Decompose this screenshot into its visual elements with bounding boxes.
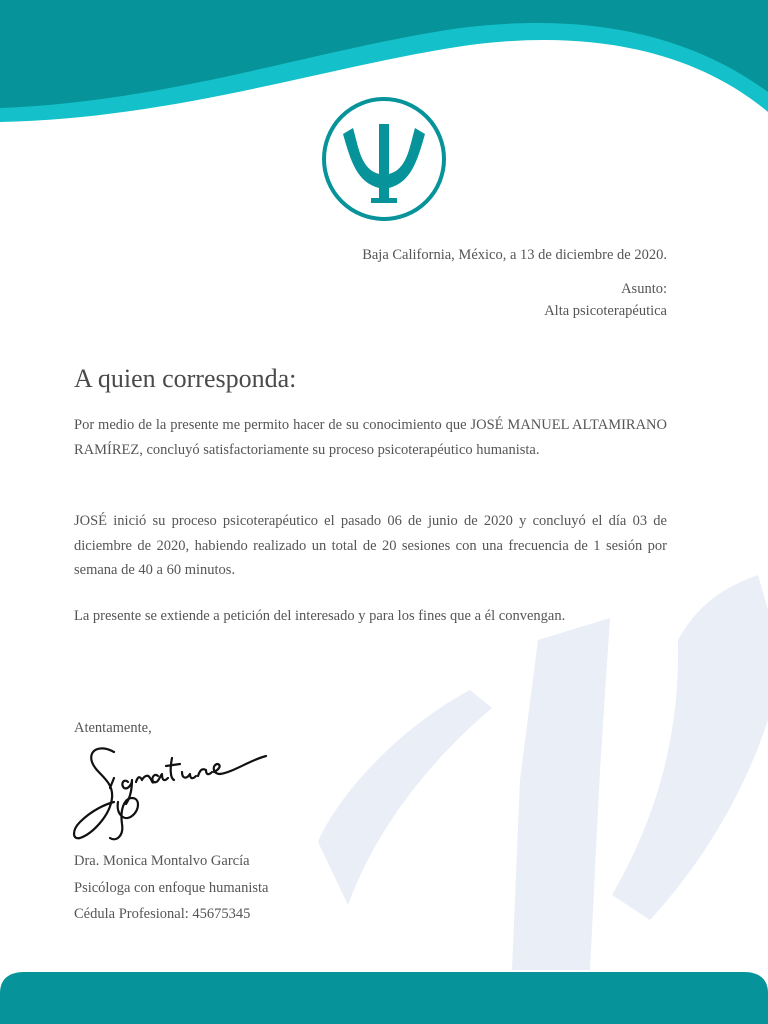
handwritten-signature <box>70 742 270 844</box>
psi-watermark-icon <box>318 575 768 970</box>
signer-title: Psicóloga con enfoque humanista <box>74 879 269 896</box>
body-paragraph-2: JOSÉ inició su proceso psicoterapéutico el pasado 06 de junio de 2020 y concluyó el día 03 de diciembre de 2020, habiendo realizado un total de 20 sesiones con una frecuencia de 1 sesión por semana de 40 a 60 minutos. <box>74 513 667 578</box>
signer-details <box>74 848 269 928</box>
place-date: Baja California, México, a 13 de diciembre de 2020. <box>362 247 667 263</box>
body-paragraph-3: La presente se extiende a petición del interesado y para los fines que a él convengan. <box>74 608 566 624</box>
subject-block <box>544 278 667 322</box>
psi-symbol-icon <box>321 94 447 224</box>
subject-value: Alta psicoterapéutica <box>544 303 667 319</box>
closing: Atentamente, <box>74 720 152 736</box>
bottom-band <box>0 972 768 1024</box>
signer-name: Dra. Monica Montalvo García <box>74 853 250 869</box>
subject-label: Asunto: <box>621 281 667 297</box>
body-paragraph-1: Por medio de la presente me permito hacer de su conocimiento que JOSÉ MANUEL ALTAMIRANO RAMÍREZ, concluyó satisfactoriamente su proceso psicoterapéutico humanista. <box>74 417 667 458</box>
greeting-heading: A quien corresponda: <box>74 364 297 393</box>
signer-license: Cédula Profesional: 45675345 <box>74 906 251 922</box>
